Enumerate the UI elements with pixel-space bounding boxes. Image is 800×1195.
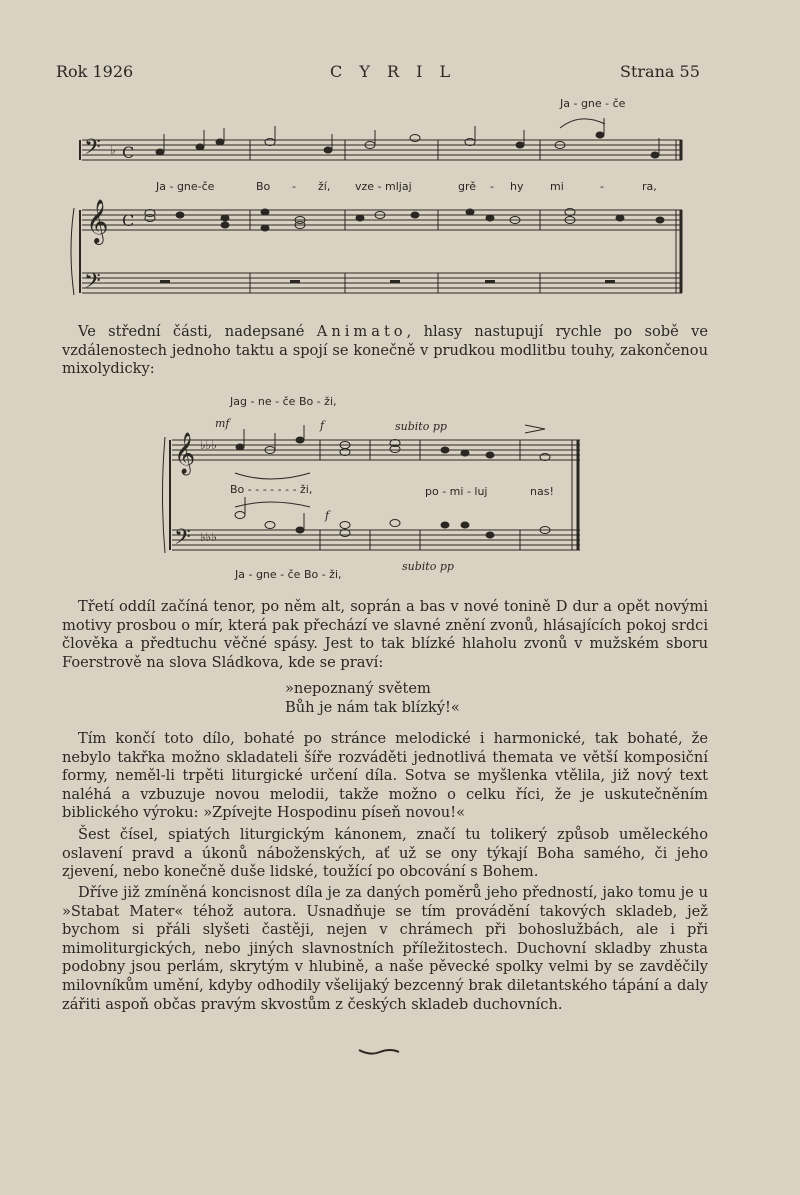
- svg-text:C: C: [122, 211, 135, 230]
- header-journal-title: C Y R I L: [330, 62, 457, 81]
- header-year: Rok 1926: [56, 62, 134, 81]
- example1-lyric-1: Bo: [256, 180, 271, 193]
- notes-staff-1: [156, 118, 659, 158]
- example2-mid-lyric-2: po - mi - luj: [425, 485, 488, 498]
- paragraph-tim: [62, 730, 708, 823]
- bass-clef-3: 𝄢: [174, 525, 191, 555]
- staff-3: [82, 273, 682, 293]
- animato-text-after: , hlasy nastupují rychle po sobě ve vzdálenostech jednoho taktu a spojí se konečně v prudkou modlitbu touhy, zakončenou mixolydicky:: [62, 323, 708, 378]
- example1-lyric-3: ží,: [318, 180, 331, 193]
- drive-text: Dříve již zmíněná koncisnost díla je za daných poměrů jeho předností, jako tomu je u »Stabat Mater« téhož autora. Usnadňuje se tím provádění takových skladeb, jež bychom si přáli slyšeti častěji, nejen v chrámech při bohoslužbách, ale i při mimoliturgických, nebo jiných slavnostních příležitostech. Duchovní skladby zhusta podobny jsou perlám, skrytým v hlubině, a naše pěvecké spolky velmi by se zavděčily milovníkům umění, kdyby odhodily všelijaký bezcenný brak diletantského tápání a daly zářiti aspoň občas pravým skvostům z českých skladeb duchovních.: [62, 884, 708, 1013]
- paragraph-treti: [62, 598, 708, 672]
- svg-text:♭♭♭: ♭♭♭: [200, 438, 217, 452]
- example1-lyric-4: vze - mljaj: [355, 180, 412, 193]
- dynamic-mf: mf: [215, 417, 230, 430]
- end-flourish: [355, 1040, 405, 1060]
- example1-lyric-5: grě: [458, 180, 477, 193]
- quote-line-2: Bůh je nám tak blízký!«: [285, 699, 460, 716]
- quote-line-1: »nepoznaný světem: [285, 680, 431, 697]
- staff-upper: [172, 440, 580, 460]
- treble-clef: 𝄞: [86, 199, 109, 243]
- example1-lyric-6: -: [490, 180, 494, 193]
- example1-lyric-7: hy: [510, 180, 524, 193]
- example2-top-lyric: Jag - ne - če Bo - ži,: [230, 395, 337, 408]
- svg-text:C: C: [122, 143, 135, 162]
- dynamic-subito-2: subito pp: [402, 560, 454, 573]
- tim-text: Tím končí toto dílo, bohaté po stránce melodické i harmonické, tak bohaté, že nebylo takřka možno skladateli šíře rozváděti jednotlivá themata ve větší komposiční formy, neměl-li trpěti liturgické určení díla. Sotva se myšlenka vtělila, již nový text naléhá a vzbuzuje novou melodii, takže možno o celku říci, že je uskutečněním biblického výroku: »Zpívejte Hospodinu píseň novou!«: [62, 730, 708, 822]
- example2-bottom-lyric: Ja - gne - če Bo - ži,: [235, 568, 342, 581]
- music-example-2: [160, 385, 590, 585]
- treti-text: Třetí oddíl začíná tenor, po něm alt, soprán a bas v nové tonině D dur a opět novými motivy prosbou o mír, která pak přechází ve slavné znění zvonů, hlásajících pokoj srdci člověka a předtuchu věčné spásy. Jest to tak blízké hlaholu zvonů v mužském sboru Foerstrově na slova Sládkova, kde se praví:: [62, 598, 708, 671]
- dynamic-f-1: f: [320, 419, 325, 432]
- bass-clef-2: 𝄢: [84, 269, 101, 299]
- dynamic-subito-1: subito pp: [395, 420, 447, 433]
- animato-tempo-marking: Animato: [316, 323, 407, 340]
- example1-lyric-10: ra,: [642, 180, 657, 193]
- example1-lyric-2: -: [292, 180, 296, 193]
- example1-upper-lyric: Ja - gne - če: [560, 97, 626, 110]
- staff-lower: [172, 530, 580, 550]
- dynamic-f-2: f: [325, 509, 330, 522]
- staff-1: [82, 140, 682, 160]
- example1-lyric-0: Ja - gne-če: [156, 180, 215, 193]
- header-page-number: Strana 55: [620, 62, 700, 81]
- example2-mid-lyric-1: Bo - - - - - - - ži,: [230, 483, 313, 496]
- example2-mid-lyric-3: nas!: [530, 485, 554, 498]
- paragraph-drive: [62, 884, 708, 1014]
- paragraph-animato: [62, 323, 708, 379]
- paragraph-sest: [62, 826, 708, 882]
- example1-lyric-9: -: [600, 180, 604, 193]
- bass-clef-1: 𝄢: [84, 135, 101, 165]
- music-example-1: [60, 90, 700, 310]
- example1-lyric-8: mi: [550, 180, 564, 193]
- sest-text: Šest čísel, spiatých liturgickým kánonem, značí tu tolikerý způsob uměleckého oslavení pravd a úkonů náboženských, ať už se ony týkají Boha samého, či jeho zjevení, nebo konečně duše lidské, toužící po obcování s Bohem.: [62, 826, 708, 881]
- svg-text:♭: ♭: [110, 143, 116, 157]
- svg-text:♭♭♭: ♭♭♭: [200, 530, 217, 544]
- staff-2: [82, 210, 682, 230]
- treble-clef-2: 𝄞: [174, 433, 196, 474]
- animato-text-before: Ve střední části, nadepsané: [78, 323, 317, 340]
- notes-lower: [235, 497, 550, 538]
